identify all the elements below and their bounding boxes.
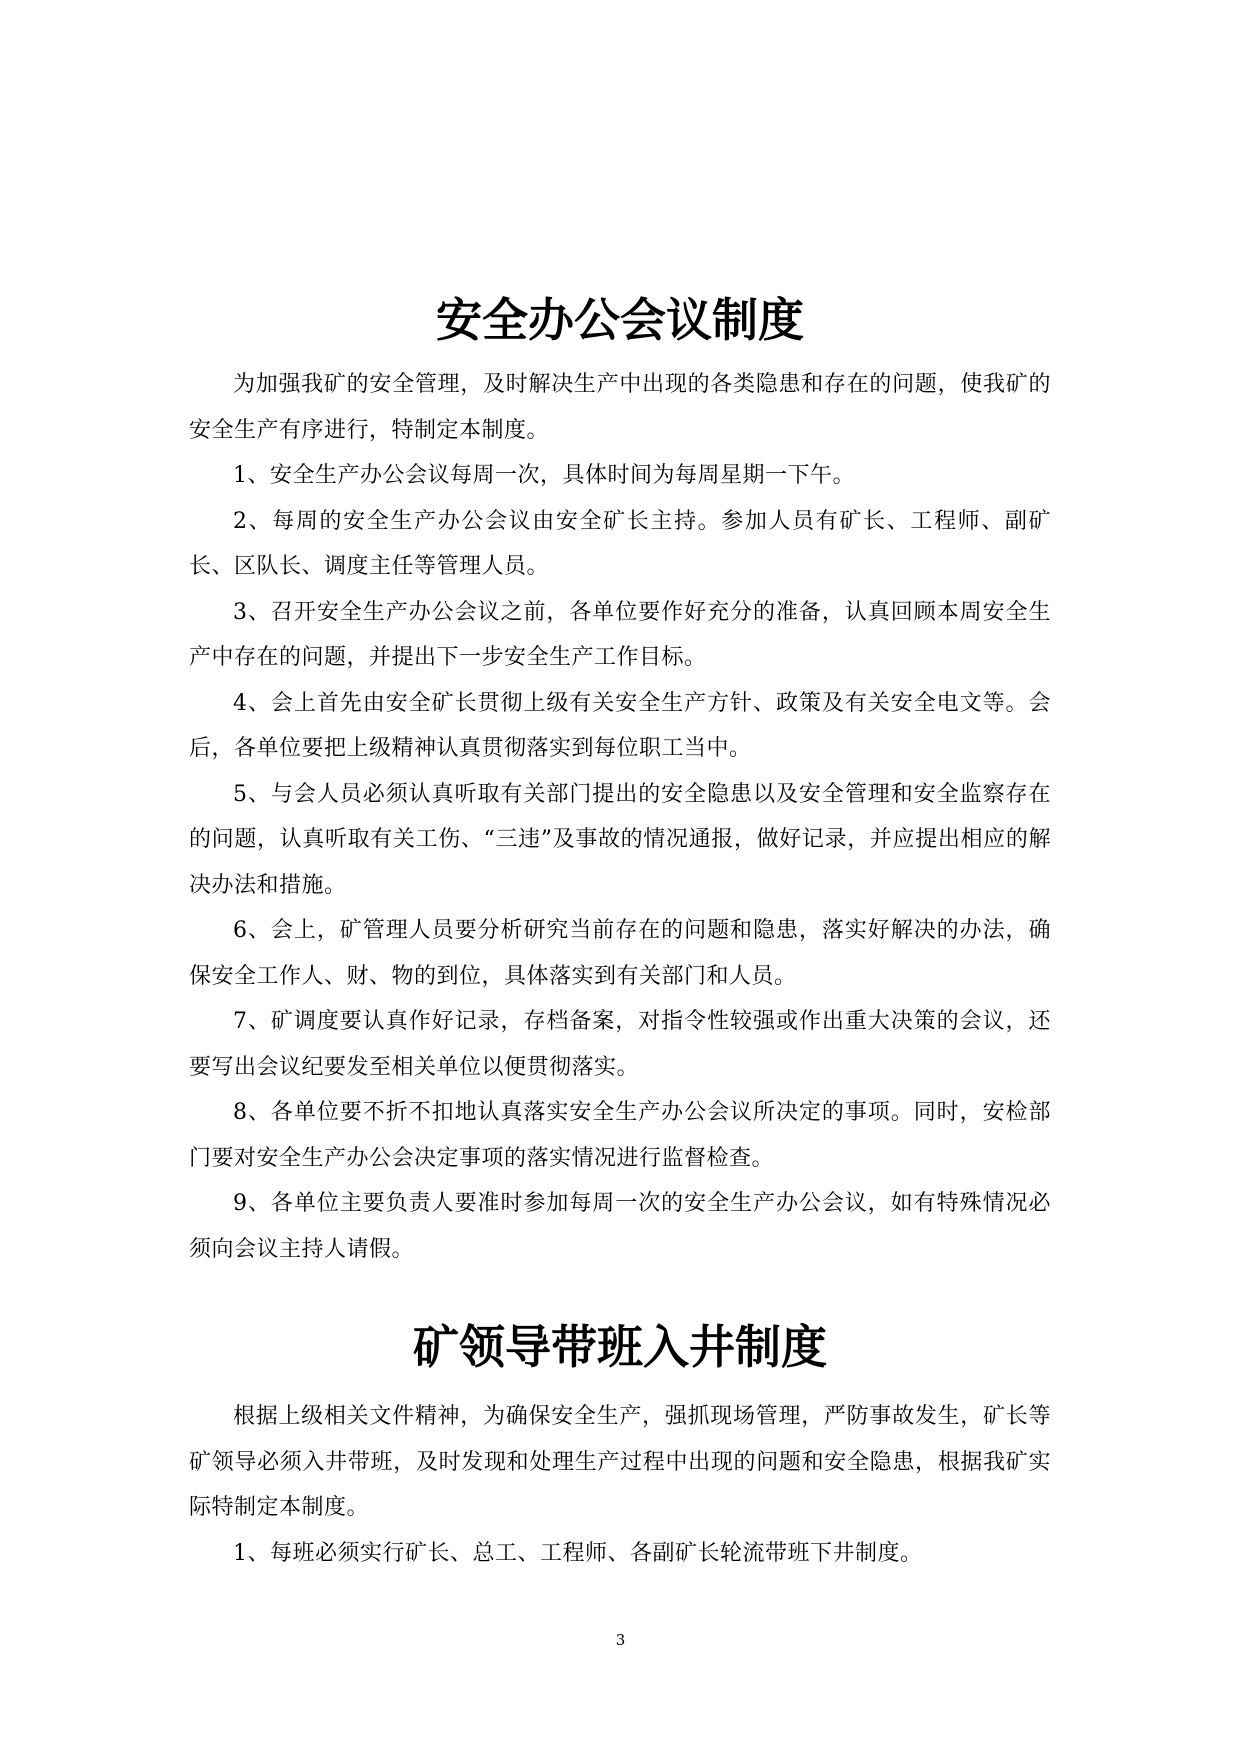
rule-paragraph-3: 3、召开安全生产办公会议之前，各单位要作好充分的准备，认真回顾本周安全生产中存在的问题，并提出下一步安全生产工作目标。	[189, 599, 1051, 670]
rule-paragraph-7: 7、矿调度要认真作好记录，存档备案，对指令性较强或作出重大决策的会议，还要写出会议纪要发至相关单位以便贯彻落实。	[189, 1009, 1051, 1080]
rule-paragraph-6: 6、会上，矿管理人员要分析研究当前存在的问题和隐患，落实好解决的办法，确保安全工作人、财、物的到位，具体落实到有关部门和人员。	[189, 918, 1051, 989]
rule-paragraph-5: 5、与会人员必须认真听取有关部门提出的安全隐患以及安全管理和安全监察存在的问题，认真听取有关工伤、“三违”及事故的情况通报，做好记录，并应提出相应的解决办法和措施。	[189, 781, 1051, 898]
rule-paragraph-4: 4、会上首先由安全矿长贯彻上级有关安全生产方针、政策及有关安全电文等。会后，各单位要把上级精神认真贯彻落实到每位职工当中。	[189, 690, 1051, 761]
section-title-leader-shift: 矿领导带班入井制度	[413, 1320, 827, 1374]
rule-paragraph-2: 2、每周的安全生产办公会议由安全矿长主持。参加人员有矿长、工程师、副矿长、区队长、调度主任等管理人员。	[189, 508, 1051, 579]
section-body-safety-meeting	[189, 362, 1051, 1272]
intro-paragraph: 根据上级相关文件精神，为确保安全生产，强抓现场管理，严防事故发生，矿长等矿领导必须入井带班，及时发现和处理生产过程中出现的问题和安全隐患，根据我矿实际特制定本制度。	[189, 1404, 1051, 1520]
section-title-safety-meeting: 安全办公会议制度	[436, 293, 804, 347]
rule-paragraph-1: 1、每班必须实行矿长、总工、工程师、各副矿长轮流带班下井制度。	[233, 1540, 923, 1566]
intro-paragraph: 为加强我矿的安全管理，及时解决生产中出现的各类隐患和存在的问题，使我矿的安全生产有序进行，特制定本制度。	[189, 372, 1051, 443]
section-body-leader-shift	[189, 1394, 1051, 1576]
rule-paragraph-8: 8、各单位要不折不扣地认真落实安全生产办公会议所决定的事项。同时，安检部门要对安全生产办公会决定事项的落实情况进行监督检查。	[189, 1100, 1051, 1171]
rule-paragraph-1: 1、安全生产办公会议每周一次，具体时间为每周星期一下午。	[233, 463, 855, 488]
rule-paragraph-9: 9、各单位主要负责人要准时参加每周一次的安全生产办公会议，如有特殊情况必须向会议主持人请假。	[189, 1191, 1051, 1262]
page-number: 3	[615, 1631, 626, 1649]
